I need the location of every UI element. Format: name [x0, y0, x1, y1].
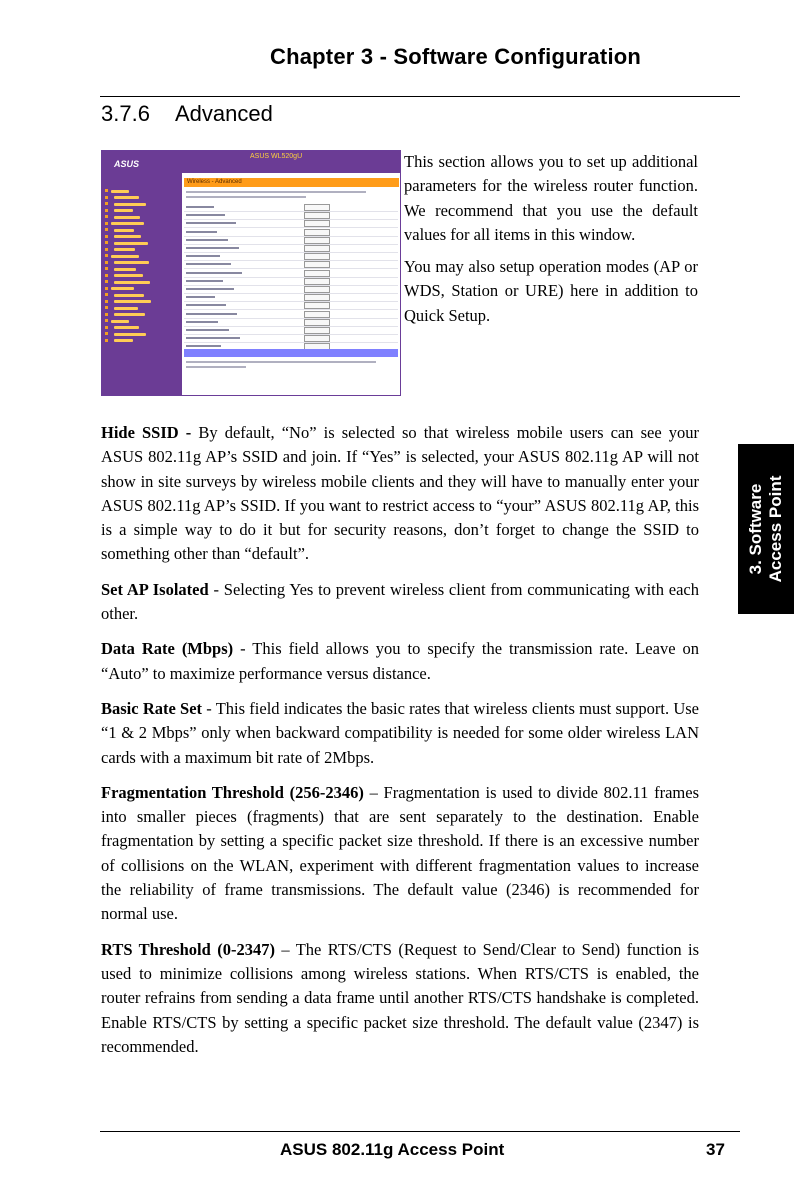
figure-nav-item — [114, 196, 139, 199]
term: Hide SSID - — [101, 423, 192, 442]
figure-nav-item — [114, 326, 139, 329]
term: RTS Threshold (0-2347) — [101, 939, 275, 959]
figure-nav-bullet — [105, 300, 108, 303]
figure-setting-control — [304, 286, 330, 293]
figure-brand: ASUS WL520gU — [250, 153, 303, 160]
figure-nav-bullet — [105, 293, 108, 296]
figure-setting-label — [186, 272, 242, 274]
figure-setting-label — [186, 214, 225, 216]
figure-setting-label — [186, 247, 239, 249]
side-tab-label — [746, 449, 786, 609]
figure-nav-item — [114, 242, 148, 245]
figure-setting-control — [304, 212, 330, 219]
paragraph-rts — [101, 938, 699, 1059]
figure-nav-bullet — [105, 261, 108, 264]
page-number: 37 — [706, 1140, 725, 1159]
definition: - This field indicates the basic rates that wireless clients must support. Use “1 & 2 Mbps” only when backward compatibility is needed for some older wireless LAN cards with a maximum bit rate of 2Mbps. — [101, 698, 699, 767]
figure-logo: ASUS — [114, 159, 140, 169]
figure-nav-item — [114, 300, 151, 303]
figure-nav-bullet — [105, 202, 108, 205]
figure-nav-item — [114, 294, 144, 297]
intro-paragraph: You may also setup operation modes (AP or WDS, Station or URE) here in addition to Quick Setup. — [404, 257, 698, 325]
figure-setting-label — [186, 255, 220, 257]
definition: – The RTS/CTS (Request to Send/Clear to Send) function is used to minimize collisions among wireless stations. When RTS/CTS is enabled, the router refrains from sending a data frame until another RTS/CTS handshake is completed. Enable RTS/CTS by setting a specific packet size threshold. The default value (2347) is recommended. — [101, 939, 699, 1056]
figure-nav-bullet — [105, 189, 108, 192]
definition: - This field allows you to specify the transmission rate. Leave on “Auto” to maximize performance versus distance. — [101, 639, 699, 683]
section-title: Advanced — [175, 101, 273, 126]
footer-rule — [100, 1131, 740, 1132]
figure-setting-label — [186, 321, 218, 323]
figure-setting-control — [304, 302, 330, 309]
figure-sidebar — [102, 151, 182, 395]
side-tab-line: Access Point — [766, 475, 785, 583]
figure-nav-bullet — [105, 267, 108, 270]
body-text — [101, 421, 699, 1070]
figure-setting-control — [304, 245, 330, 252]
figure-nav-bullet — [105, 235, 108, 238]
figure-nav-bullet — [105, 313, 108, 316]
figure-setting-control — [304, 311, 330, 318]
figure-nav-item — [114, 339, 133, 342]
figure-section-band — [184, 349, 398, 357]
figure-nav-bullet — [105, 196, 108, 199]
figure-nav-item — [111, 190, 129, 193]
figure-setting-control — [304, 335, 330, 342]
figure-setting-control — [304, 229, 330, 236]
header-rule — [100, 96, 740, 97]
paragraph-data-rate — [101, 637, 699, 686]
figure-setting-control — [304, 319, 330, 326]
figure-setting-label — [186, 263, 231, 265]
figure-nav-bullet — [105, 287, 108, 290]
figure-nav-item — [114, 307, 138, 310]
chapter-side-tab — [738, 444, 794, 614]
figure-nav-item — [111, 222, 144, 225]
figure-nav-item — [114, 333, 146, 336]
figure-nav-bullet — [105, 241, 108, 244]
term: Set AP Isolated — [101, 579, 209, 599]
figure-setting-label — [186, 304, 226, 306]
term: Data Rate (Mbps) — [101, 639, 234, 659]
figure-nav-bullet — [105, 228, 108, 231]
figure-nav-bullet — [105, 326, 108, 329]
figure-description-line — [186, 361, 376, 363]
figure-nav-bullet — [105, 306, 108, 309]
footer-title: ASUS 802.11g Access Point — [280, 1140, 505, 1159]
figure-setting-label — [186, 280, 223, 282]
figure-nav-item — [114, 274, 143, 277]
figure-nav-item — [114, 248, 135, 251]
figure-setting-control — [304, 278, 330, 285]
side-tab-line: 3. Software — [746, 483, 765, 575]
figure-nav-item — [114, 268, 136, 271]
figure-setting-label — [186, 313, 237, 315]
figure-nav-bullet — [105, 254, 108, 257]
figure-nav-item — [114, 209, 133, 212]
intro-text — [404, 150, 698, 336]
figure-setting-control — [304, 270, 330, 277]
figure-nav-item — [114, 229, 134, 232]
chapter-title: Chapter 3 - Software Configuration — [270, 44, 642, 69]
figure-description-line — [186, 191, 366, 193]
paragraph-hide-ssid — [101, 421, 699, 567]
figure-nav-item — [111, 320, 129, 323]
figure-nav-bullet — [105, 209, 108, 212]
figure-nav-item — [111, 255, 139, 258]
figure-setting-control — [304, 261, 330, 268]
figure-nav-bullet — [105, 222, 108, 225]
section-number: 3.7.6 — [101, 101, 150, 126]
term: Fragmentation Threshold (256-2346) — [101, 782, 364, 802]
figure-panel-title: Wireless - Advanced — [184, 178, 399, 187]
figure-nav-item — [114, 313, 145, 316]
figure-nav-bullet — [105, 339, 108, 342]
figure-nav-item — [114, 235, 141, 238]
intro-paragraph: This section allows you to set up additional parameters for the wireless router function. We recommend that you use the default values for all items in this window. — [404, 152, 698, 244]
paragraph-ap-isolated — [101, 578, 699, 627]
figure-nav-bullet — [105, 248, 108, 251]
figure-nav-bullet — [105, 319, 108, 322]
paragraph-basic-rate — [101, 697, 699, 770]
term: Basic Rate Set — [101, 698, 203, 718]
section-heading — [101, 101, 273, 127]
figure-nav-bullet — [105, 274, 108, 277]
figure-setting-control — [304, 253, 330, 260]
definition: - Selecting Yes to prevent wireless client from communicating with each other. — [101, 579, 700, 624]
figure-setting-control — [304, 237, 330, 244]
figure-nav-item — [114, 281, 150, 284]
figure-nav-item — [111, 287, 134, 290]
figure-nav-bullet — [105, 280, 108, 283]
figure-setting-label — [186, 329, 229, 331]
figure-setting-control — [304, 220, 330, 227]
figure-nav-bullet — [105, 215, 108, 218]
figure-nav-item — [114, 261, 149, 264]
paragraph-fragmentation — [101, 781, 699, 927]
figure-nav-bullet — [105, 332, 108, 335]
figure-setting-label — [186, 337, 240, 339]
figure-setting-label — [186, 239, 228, 241]
figure-setting-label — [186, 296, 215, 298]
definition: – Fragmentation is used to divide 802.11 frames into smaller pieces (fragments) that are sent separately to the destination. Enable fragmentation by setting a specific packet size threshold. If there is an excessive number of collisions on the WLAN, experiment with different fragmentation values to increase the reliability of frame transmissions. The default value (2346) is recommended for normal use. — [101, 782, 699, 924]
figure-setting-label — [186, 345, 221, 347]
figure-setting-label — [186, 288, 234, 290]
figure-setting-label — [186, 231, 217, 233]
figure-setting-control — [304, 327, 330, 334]
figure-description-line — [186, 196, 306, 198]
figure-setting-label — [186, 222, 236, 224]
screenshot-figure — [101, 150, 401, 396]
figure-setting-control — [304, 204, 330, 211]
figure-description-line — [186, 366, 246, 368]
figure-setting-label — [186, 206, 214, 208]
figure-nav-item — [114, 216, 140, 219]
definition: By default, “No” is selected so that wireless mobile users can see your ASUS 802.11g AP’s SSID and join. If “Yes” is selected, your ASUS 802.11g AP will not show in site surveys by wireless mobile clients and they will have to manually enter your ASUS 802.11g AP’s SSID. If you want to restrict access to “your” ASUS 802.11g AP, this is a simple way to do it but for security reasons, don’t forget to change the SSID to something other than “default”. — [101, 423, 699, 564]
figure-setting-control — [304, 294, 330, 301]
figure-nav-item — [114, 203, 146, 206]
